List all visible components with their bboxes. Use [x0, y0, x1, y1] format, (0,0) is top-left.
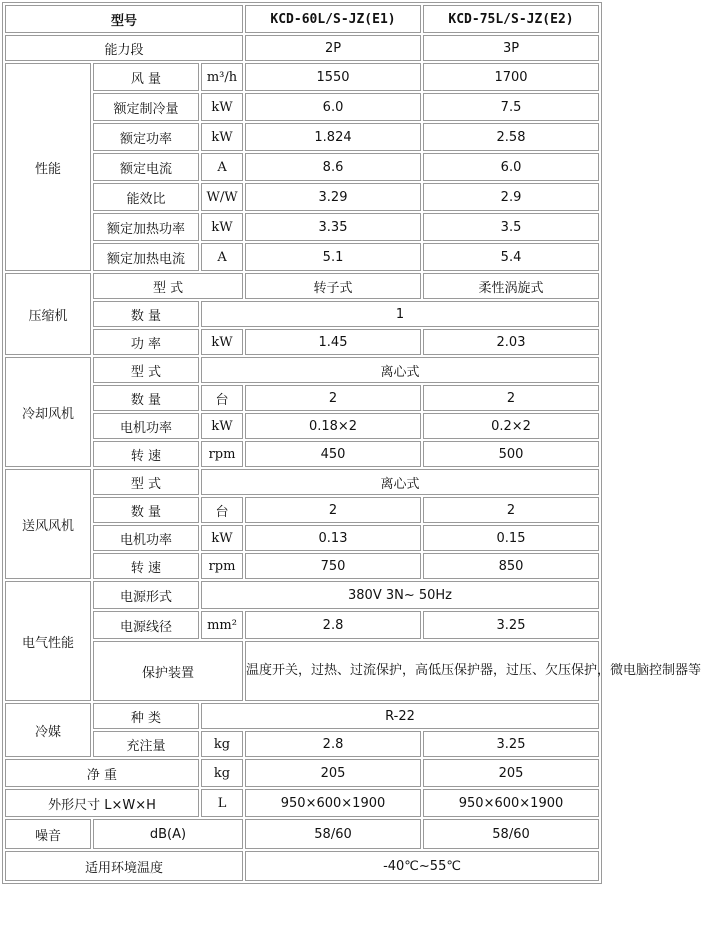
- compressor-power-unit: kW: [201, 329, 243, 355]
- supply-fan-qty-b: 2: [423, 497, 599, 523]
- model-label: 型号: [5, 5, 243, 33]
- electrical-wire-a: 2.8: [245, 611, 421, 639]
- perf-b: 1700: [423, 63, 599, 91]
- capacity-label: 能力段: [5, 35, 243, 61]
- perf-a: 3.29: [245, 183, 421, 211]
- dimensions-b: 950×600×1900: [423, 789, 599, 817]
- supply-fan-type: 离心式: [201, 469, 599, 495]
- refrigerant-charge-row: [5, 731, 599, 757]
- perf-row: [5, 63, 599, 91]
- dimensions-label: 外形尺寸 L×W×H: [5, 789, 199, 817]
- ambient-row: [5, 851, 599, 881]
- perf-unit: kW: [201, 213, 243, 241]
- perf-a: 5.1: [245, 243, 421, 271]
- compressor-qty: 1: [201, 301, 599, 327]
- electrical-wire-row: [5, 611, 599, 639]
- cooling-fan-motor-row: [5, 413, 599, 439]
- compressor-power-row: [5, 329, 599, 355]
- perf-label: 额定制冷量: [93, 93, 199, 121]
- cooling-fan-qty-row: [5, 385, 599, 411]
- compressor-type-row: [5, 273, 599, 299]
- perf-unit: kW: [201, 93, 243, 121]
- perf-b: 5.4: [423, 243, 599, 271]
- supply-fan-speed-a: 750: [245, 553, 421, 579]
- perf-row: [5, 183, 599, 211]
- supply-fan-qty-label: 数 量: [93, 497, 199, 523]
- perf-a: 6.0: [245, 93, 421, 121]
- supply-fan-qty-unit: 台: [201, 497, 243, 523]
- model-b: KCD-75L/S-JZ(E2): [423, 5, 599, 33]
- supply-fan-speed-row: [5, 553, 599, 579]
- noise-unit: dB(A): [93, 819, 243, 849]
- perf-label: 额定电流: [93, 153, 199, 181]
- perf-a: 8.6: [245, 153, 421, 181]
- cooling-fan-qty-a: 2: [245, 385, 421, 411]
- perf-label: 风 量: [93, 63, 199, 91]
- electrical-source: 380V 3N~ 50Hz: [201, 581, 599, 609]
- compressor-power-label: 功 率: [93, 329, 199, 355]
- perf-b: 7.5: [423, 93, 599, 121]
- compressor-qty-label: 数 量: [93, 301, 199, 327]
- perf-unit: W/W: [201, 183, 243, 211]
- supply-fan-speed-label: 转 速: [93, 553, 199, 579]
- refrigerant-group: 冷媒: [5, 703, 91, 757]
- electrical-group: 电气性能: [5, 581, 91, 701]
- capacity-row: [5, 35, 599, 61]
- noise-row: [5, 819, 599, 849]
- electrical-protect-label: 保护装置: [93, 641, 243, 701]
- dimensions-row: [5, 789, 599, 817]
- perf-unit: A: [201, 243, 243, 271]
- perf-b: 2.58: [423, 123, 599, 151]
- supply-fan-motor-row: [5, 525, 599, 551]
- compressor-type-label: 型 式: [93, 273, 243, 299]
- cooling-fan-qty-label: 数 量: [93, 385, 199, 411]
- refrigerant-kind-row: [5, 703, 599, 729]
- supply-fan-group: 送风风机: [5, 469, 91, 579]
- supply-fan-motor-b: 0.15: [423, 525, 599, 551]
- supply-fan-qty-row: [5, 497, 599, 523]
- perf-a: 1.824: [245, 123, 421, 151]
- supply-fan-qty-a: 2: [245, 497, 421, 523]
- noise-label: 噪音: [5, 819, 91, 849]
- capacity-b: 3P: [423, 35, 599, 61]
- cooling-fan-type-label: 型 式: [93, 357, 199, 383]
- refrigerant-charge-label: 充注量: [93, 731, 199, 757]
- perf-a: 3.35: [245, 213, 421, 241]
- capacity-a: 2P: [245, 35, 421, 61]
- perf-a: 1550: [245, 63, 421, 91]
- cooling-fan-group: 冷却风机: [5, 357, 91, 467]
- perf-row: [5, 213, 599, 241]
- weight-row: [5, 759, 599, 787]
- electrical-wire-b: 3.25: [423, 611, 599, 639]
- refrigerant-charge-a: 2.8: [245, 731, 421, 757]
- cooling-fan-motor-b: 0.2×2: [423, 413, 599, 439]
- perf-unit: A: [201, 153, 243, 181]
- perf-b: 2.9: [423, 183, 599, 211]
- dimensions-unit: L: [201, 789, 243, 817]
- supply-fan-motor-label: 电机功率: [93, 525, 199, 551]
- perf-row: [5, 153, 599, 181]
- perf-row: [5, 93, 599, 121]
- supply-fan-speed-unit: rpm: [201, 553, 243, 579]
- electrical-wire-unit: mm²: [201, 611, 243, 639]
- cooling-fan-type: 离心式: [201, 357, 599, 383]
- perf-b: 3.5: [423, 213, 599, 241]
- dimensions-a: 950×600×1900: [245, 789, 421, 817]
- perf-b: 6.0: [423, 153, 599, 181]
- compressor-type-a: 转子式: [245, 273, 421, 299]
- electrical-source-row: [5, 581, 599, 609]
- cooling-fan-type-row: [5, 357, 599, 383]
- cooling-fan-motor-label: 电机功率: [93, 413, 199, 439]
- refrigerant-kind: R-22: [201, 703, 599, 729]
- cooling-fan-speed-b: 500: [423, 441, 599, 467]
- perf-row: [5, 123, 599, 151]
- perf-unit: kW: [201, 123, 243, 151]
- perf-label: 额定功率: [93, 123, 199, 151]
- cooling-fan-speed-unit: rpm: [201, 441, 243, 467]
- electrical-protect-row: [5, 641, 599, 701]
- perf-label: 额定加热功率: [93, 213, 199, 241]
- model-a: KCD-60L/S-JZ(E1): [245, 5, 421, 33]
- cooling-fan-speed-a: 450: [245, 441, 421, 467]
- electrical-wire-label: 电源线径: [93, 611, 199, 639]
- perf-label: 能效比: [93, 183, 199, 211]
- ambient-value: -40℃~55℃: [245, 851, 599, 881]
- refrigerant-charge-unit: kg: [201, 731, 243, 757]
- compressor-power-a: 1.45: [245, 329, 421, 355]
- cooling-fan-qty-b: 2: [423, 385, 599, 411]
- cooling-fan-motor-a: 0.18×2: [245, 413, 421, 439]
- weight-a: 205: [245, 759, 421, 787]
- supply-fan-motor-a: 0.13: [245, 525, 421, 551]
- perf-unit: m³/h: [201, 63, 243, 91]
- perf-row: [5, 243, 599, 271]
- compressor-power-b: 2.03: [423, 329, 599, 355]
- supply-fan-type-row: [5, 469, 599, 495]
- ambient-label: 适用环境温度: [5, 851, 243, 881]
- cooling-fan-qty-unit: 台: [201, 385, 243, 411]
- refrigerant-kind-label: 种 类: [93, 703, 199, 729]
- supply-fan-speed-b: 850: [423, 553, 599, 579]
- cooling-fan-speed-label: 转 速: [93, 441, 199, 467]
- cooling-fan-speed-row: [5, 441, 599, 467]
- cooling-fan-motor-unit: kW: [201, 413, 243, 439]
- supply-fan-type-label: 型 式: [93, 469, 199, 495]
- spec-table: [2, 2, 701, 884]
- noise-b: 58/60: [423, 819, 599, 849]
- noise-a: 58/60: [245, 819, 421, 849]
- electrical-protect: 温度开关，过热、过流保护，高低压保护器，过压、欠压保护，微电脑控制器等: [245, 641, 599, 701]
- weight-b: 205: [423, 759, 599, 787]
- performance-group: 性能: [5, 63, 91, 271]
- header-row: [5, 5, 599, 33]
- compressor-group: 压缩机: [5, 273, 91, 355]
- weight-label: 净 重: [5, 759, 199, 787]
- weight-unit: kg: [201, 759, 243, 787]
- compressor-qty-row: [5, 301, 599, 327]
- compressor-type-b: 柔性涡旋式: [423, 273, 599, 299]
- refrigerant-charge-b: 3.25: [423, 731, 599, 757]
- supply-fan-motor-unit: kW: [201, 525, 243, 551]
- electrical-source-label: 电源形式: [93, 581, 199, 609]
- perf-label: 额定加热电流: [93, 243, 199, 271]
